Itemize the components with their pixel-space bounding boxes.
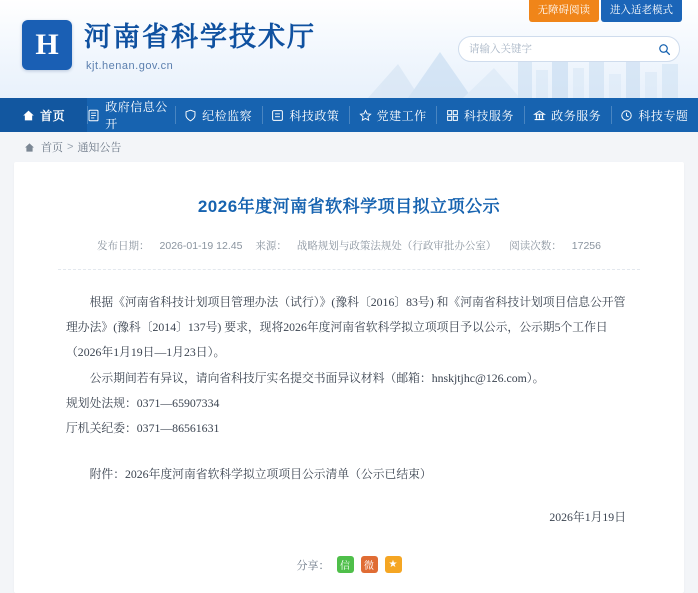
nav-label: 首页 — [40, 108, 66, 123]
nav-label: 纪检监察 — [202, 108, 253, 123]
nav-label: 政府信息公开 — [105, 100, 168, 131]
site-title: 河南省科学技术厅 — [84, 22, 316, 52]
source-label: 来源： — [255, 239, 287, 252]
article-card — [14, 162, 684, 593]
article-body — [58, 270, 640, 531]
nav-item-sci-tech-topic[interactable] — [611, 98, 698, 132]
nav-label: 党建工作 — [376, 108, 427, 123]
nav-item-sci-tech-service[interactable] — [436, 98, 523, 132]
main-nav — [0, 98, 698, 132]
logo-text — [84, 20, 316, 72]
nav-item-discipline-inspection[interactable] — [175, 98, 262, 132]
share-label: 分享： — [296, 559, 330, 572]
attachment-line[interactable]: 附件：2026年度河南省软科学拟立项项目公示清单（公示已结束） — [89, 466, 432, 481]
home-icon — [24, 142, 35, 153]
page-title: 2026年度河南省软科学项目拟立项公示 — [197, 197, 501, 216]
article-paragraph: 厅机关纪委：0371—86561631 — [66, 421, 220, 436]
source-value: 战略规划与政策法规处（行政审批办公室） — [296, 239, 497, 252]
site-logo[interactable] — [22, 20, 316, 72]
nav-item-party-building[interactable] — [349, 98, 436, 132]
views-label: 阅读次数： — [509, 239, 562, 252]
wechat-share-icon[interactable]: 信 — [337, 556, 354, 573]
site-header — [0, 0, 698, 98]
doc-icon — [87, 109, 100, 122]
article-paragraph: 根据《河南省科技计划项目管理办法（试行）》(豫科〔2016〕83号) 和《河南省科技计划项目信息公开管理办法》(豫科〔2014〕137号) 要求，现将2026年度河南省软科学拟立项项目予以公示，公示期5个工作日（2026年1月19日—1月23日）。 — [66, 294, 626, 360]
nav-label: 科技政策 — [289, 108, 340, 123]
site-url: kjt.henan.gov.cn — [86, 60, 174, 73]
accessibility-reading-button[interactable]: 无障碍阅读 — [529, 0, 600, 22]
breadcrumb-separator: > — [67, 141, 74, 153]
gov-icon — [533, 109, 546, 122]
weibo-share-icon[interactable]: 微 — [361, 556, 378, 573]
article-paragraph: 公示期间若有异议，请向省科技厅实名提交书面异议材料（邮箱：hnskjtjhc@126.com）。 — [89, 370, 545, 385]
policy-icon — [271, 109, 284, 122]
top-utility-buttons — [529, 0, 683, 22]
service-icon — [446, 109, 459, 122]
nav-item-sci-tech-policy[interactable] — [262, 98, 349, 132]
breadcrumb-current[interactable]: 通知公告 — [77, 142, 122, 154]
breadcrumb-home-link[interactable]: 首页 — [41, 142, 63, 154]
logo-mark-icon: H — [22, 20, 72, 70]
sign-date: 2026年1月19日 — [549, 510, 626, 525]
nav-item-home[interactable] — [0, 98, 87, 132]
article-paragraph: 规划处法规：0371—65907334 — [66, 395, 220, 410]
search-button[interactable] — [649, 37, 679, 61]
search-box[interactable] — [458, 36, 680, 62]
article-meta — [58, 238, 640, 270]
elderly-mode-button[interactable]: 进入适老模式 — [601, 0, 682, 22]
nav-item-government-info[interactable] — [87, 98, 174, 132]
search-input[interactable] — [459, 37, 649, 61]
publish-date-value: 2026-01-19 12.45 — [159, 239, 243, 252]
favorite-share-icon[interactable]: ★ — [385, 556, 402, 573]
nav-label: 科技专题 — [638, 108, 689, 123]
views-value: 17256 — [571, 239, 601, 252]
breadcrumb — [0, 132, 698, 162]
nav-label: 科技服务 — [463, 108, 514, 123]
shield-icon — [184, 109, 197, 122]
nav-item-gov-service[interactable] — [524, 98, 611, 132]
search-icon — [658, 43, 671, 56]
nav-label: 政务服务 — [551, 108, 602, 123]
publish-date-label: 发布日期： — [97, 239, 150, 252]
home-icon — [22, 109, 35, 122]
share-bar — [58, 556, 640, 573]
topic-icon — [620, 109, 633, 122]
star-icon — [359, 109, 372, 122]
